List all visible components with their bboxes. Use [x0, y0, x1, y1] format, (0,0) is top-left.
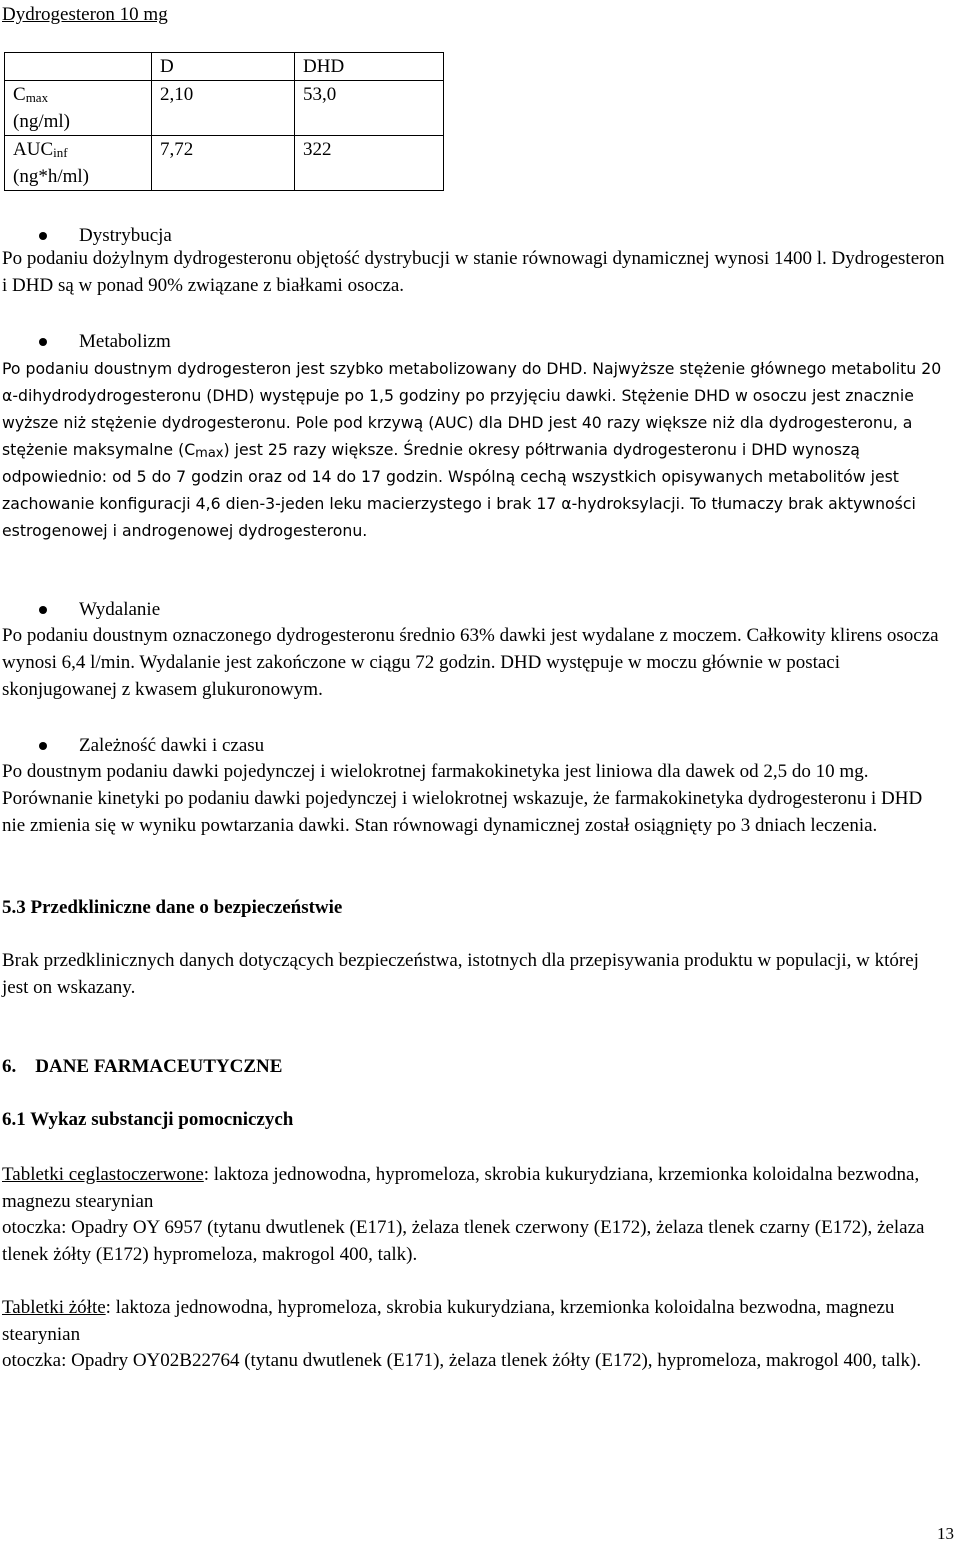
- cmax-d-value: 2,10: [152, 81, 295, 136]
- bullet-metabolizm: [34, 328, 171, 355]
- bullet-zaleznosc: [34, 732, 264, 759]
- wydalanie-text: Po podaniu doustnym oznaczonego dydrogesteronu średnio 63% dawki jest wydalane z moczem. Całkowity klirens osocza wynosi 6,4 l/min. Wydalanie jest zakończone w ciągu 72 godzin. DHD występuje w moczu głównie w postaci skonjugowanej z kwasem glukuronowym.: [2, 625, 939, 700]
- table-row: [5, 136, 444, 191]
- bullet-wydalanie: [34, 596, 160, 623]
- top-heading: Dydrogesteron 10 mg: [2, 4, 168, 25]
- section-53-text: Brak przedklinicznych danych dotyczących bezpieczeństwa, istotnych dla przepisywania produktu w populacji, w której jest on wskazany.: [2, 950, 919, 998]
- metabolizm-text: Po podaniu doustnym dydrogesteron jest szybko metabolizowany do DHD. Najwyższe stężenie głównego metabolitu 20 α-dihydrodydrogesteronu (DHD) występuje po 1,5 godziny po przyjęciu dawki. Stężenie DHD w osoczu jest znacznie wyższe niż stężenie dydrogesteronu. Pole pod krzywą (AUC) dla DHD jest 40 razy większe niż dla dydrogesteronu, a stężenie maksymalne $(C_{max})$ jest 25 razy większe. Średnie okresy półtrwania dydrogesteronu i DHD wynoszą odpowiednio: od 5 do 7 godzin oraz od 14 do 17 godzin. Wspólną cechą wszystkich opisywanych metabolitów jest zachowanie konfiguracji 4,6 dien-3-jeden leku macierzystego i brak 17 α-hydroksylacji. To tłumaczy brak aktywności estrogenowej i androgenowej dydrogesteronu.: [2, 359, 942, 540]
- table-row: [5, 53, 444, 81]
- ceglasto-otoczka: otoczka: Opadry OY 6957 (tytanu dwutlenek (E171), żelaza tlenek czerwony (E172), żelaza tlenek czarny (E172), żelaza tlenek żółty (E172) hypromeloza, makrogol 400, talk).: [2, 1217, 925, 1265]
- ceglasto-text: Tabletki ceglastoczerwone: laktoza jednowodna, hypromeloza, skrobia kukurydziana, krzemionka koloidalna bezwodna, magnezu stearynian: [2, 1164, 920, 1212]
- section-title-metabolizm: Metabolizm: [79, 331, 171, 352]
- zolte-text: Tabletki żółte: laktoza jednowodna, hypromeloza, skrobia kukurydziana, krzemionka koloidalna bezwodna, magnezu stearynian: [2, 1297, 895, 1345]
- zaleznosc-text: Po doustnym podaniu dawki pojedynczej i wielokrotnej farmakokinetyka jest liniowa dla dawek od 2,5 do 10 mg. Porównanie kinetyki po podaniu dawki pojedynczej i wielokrotnej wskazuje, że farmakokinetyka dydrogesteronu i DHD nie zmienia się w wyniku powtarzania dawki. Stan równowagi dynamicznej został osiągnięty po 3 dniach leczenia.: [2, 761, 923, 836]
- auc-d-value: 7,72: [152, 136, 295, 191]
- section-title-wydalanie: Wydalanie: [79, 599, 161, 620]
- section-53-title: 5.3 Przedkliniczne dane o bezpieczeństwie: [2, 897, 343, 918]
- page-number: 13: [937, 1524, 954, 1543]
- ceglasto-label: Tabletki ceglastoczerwone: [2, 1164, 204, 1185]
- section-61-title: 6.1 Wykaz substancji pomocniczych: [2, 1109, 294, 1130]
- section-6-title: 6. DANE FARMACEUTYCZNE: [2, 1056, 283, 1077]
- section-title-dystrybucja: Dystrybucja: [79, 225, 172, 246]
- table-header-d: D: [152, 53, 295, 81]
- table-header-dhd: DHD: [295, 53, 444, 81]
- zolte-label: Tabletki żółte: [2, 1297, 106, 1318]
- table-row: [5, 81, 444, 136]
- table-cell: [5, 53, 152, 81]
- cmax-label: $C_{max}$ (ng/ml): [5, 81, 152, 136]
- section-title-zaleznosc: Zależność dawki i czasu: [79, 735, 265, 756]
- cmax-dhd-value: 53,0: [295, 81, 444, 136]
- zolte-otoczka: otoczka: Opadry OY02B22764 (tytanu dwutlenek (E171), żelaza tlenek żółty (E172), hypromeloza, makrogol 400, talk).: [2, 1350, 922, 1371]
- auc-dhd-value: 322: [295, 136, 444, 191]
- pk-table: [4, 52, 444, 191]
- auc-label: $AUC_{inf}$ (ng*h/ml): [5, 136, 152, 191]
- dystrybucja-text: Po podaniu dożylnym dydrogesteronu objętość dystrybucji w stanie równowagi dynamicznej wynosi 1400 l. Dydrogesteron i DHD są w ponad 90% związane z białkami osocza.: [2, 248, 945, 296]
